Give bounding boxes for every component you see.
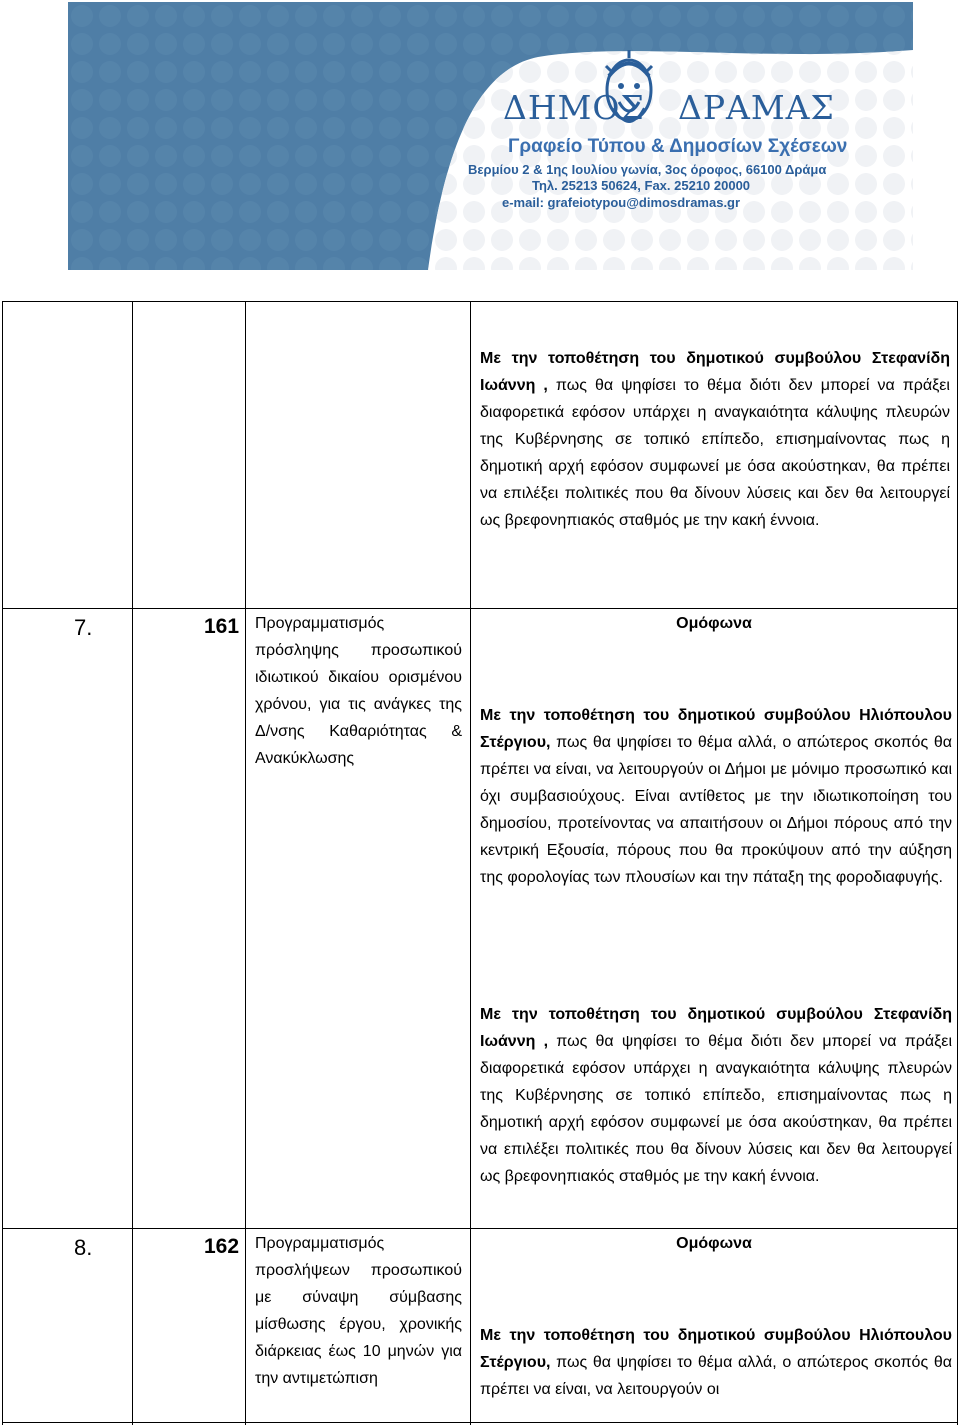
row8-decision-code: 162 <box>204 1235 240 1258</box>
comment-speaker: Με την τοποθέτηση του δημοτικού συμβούλου Στεφανίδη Ιωάννη , <box>480 1006 952 1050</box>
comment-speaker: Με την τοποθέτηση του δημοτικού συμβούλου Ηλιόπουλου Στέργιου, <box>480 707 952 751</box>
row7-result: Ομόφωνα <box>676 615 752 632</box>
comment-body: πως θα ψηφίσει το θέμα αλλά, ο απώτερος σκοπός θα πρέπει να είναι, να λειτουργούν οι Δήμοι με μόνιμο προσωπικό και όχι συμβασιούχους. Είναι αντίθετος με την ιδιωτικοποίηση του δημοσίου, προτείνοντας να απαιτήσουν οι Δήμοι πόρους από την κεντρική Εξουσία, πόρους που θα προκύψουν από την αύξηση της φορολογίας των πλουσίων και την πάταξη της φοροδιαφυγής. <box>480 734 952 886</box>
row7-subject: Προγραμματισμός πρόσληψης προσωπικού ιδιωτικού δικαίου ορισμένου χρόνου, για τις ανάγκες της Δ/νσης Καθαριότητας & Ανακύκλωσης <box>255 615 462 767</box>
column-divider-1 <box>132 301 133 1425</box>
letterhead-banner <box>68 2 913 270</box>
row8-result: Ομόφωνα <box>676 1235 752 1252</box>
comment-body: πως θα ψηφίσει το θέμα αλλά, ο απώτερος σκοπός θα πρέπει να είναι, να λειτουργούν οι <box>480 1354 952 1398</box>
comment-stefanidis-top <box>480 345 950 534</box>
office-name: Γραφείο Τύπου & Δημοσίων Σχέσεων <box>508 136 848 157</box>
table-border-right <box>957 301 958 1425</box>
row7-number: 7. <box>74 615 93 640</box>
row7-comment-stefanidis <box>480 1001 952 1190</box>
table-border-bottom <box>2 1422 958 1423</box>
row7-decision-code: 161 <box>204 615 240 638</box>
row8-subject: Προγραμματισμός προσλήψεων προσωπικού με σύναψη σύμβασης μίσθωσης έργου, χρονικής διάρκειας έως 10 μηνών για την αντιμετώπιση <box>255 1235 462 1387</box>
comment-body: πως θα ψηφίσει το θέμα διότι δεν μπορεί να πράξει διαφορετικά εφόσον υπάρχει η αναγκαιότητα κάλυψης πλευρών της Κυβέρνησης σε τοπικό επίπεδο, επισημαίνοντας πως η δημοτική αρχή εφόσον συμφωνεί με όσα ακούστηκαν, θα πρέπει να επιλέξει πολιτικές που θα δίνουν λύσεις και δεν θα λειτουργεί ως βρεφονηπιακός σταθμός με την κακή έννοια. <box>480 1033 952 1185</box>
column-divider-2 <box>245 301 246 1425</box>
table-border-left <box>2 301 3 1425</box>
comment-body: πως θα ψηφίσει το θέμα διότι δεν μπορεί να πράξει διαφορετικά εφόσον υπάρχει η αναγκαιότητα κάλυψης πλευρών της Κυβέρνησης σε τοπικό επίπεδο, επισημαίνοντας πως η δημοτική αρχή εφόσον συμφωνεί με όσα ακούστηκαν, θα πρέπει να επιλέξει πολιτικές που θα δίνουν λύσεις και δεν θα λειτουργεί ως βρεφονηπιακός σταθμός με την κακή έννοια. <box>480 377 950 529</box>
office-email: e-mail: grafeiotypou@dimosdramas.gr <box>502 195 741 210</box>
municipality-title-part1: ΔΗΜΟΣ <box>503 88 645 127</box>
row-divider-2 <box>2 1228 958 1229</box>
office-address: Βερμίου 2 & 1ης Ιουλίου γωνία, 3ος όροφος, 66100 Δράμα <box>468 162 827 177</box>
row8-number: 8. <box>74 1235 93 1260</box>
row-divider-1 <box>2 608 958 609</box>
row8-comment-iliopoulos <box>480 1322 952 1403</box>
column-divider-3 <box>470 301 471 1425</box>
municipality-title-part2: ΔΡΑΜΑΣ <box>678 88 835 127</box>
comment-speaker: Με την τοποθέτηση του δημοτικού συμβούλου Στεφανίδη Ιωάννη , <box>480 350 950 394</box>
row7-comment-iliopoulos <box>480 702 952 891</box>
comment-speaker: Με την τοποθέτηση του δημοτικού συμβούλου Ηλιόπουλου Στέργιου, <box>480 1327 952 1371</box>
minutes-table <box>2 301 958 1425</box>
office-phone-fax: Τηλ. 25213 50624, Fax. 25210 20000 <box>532 178 751 193</box>
table-border-top <box>2 301 958 302</box>
